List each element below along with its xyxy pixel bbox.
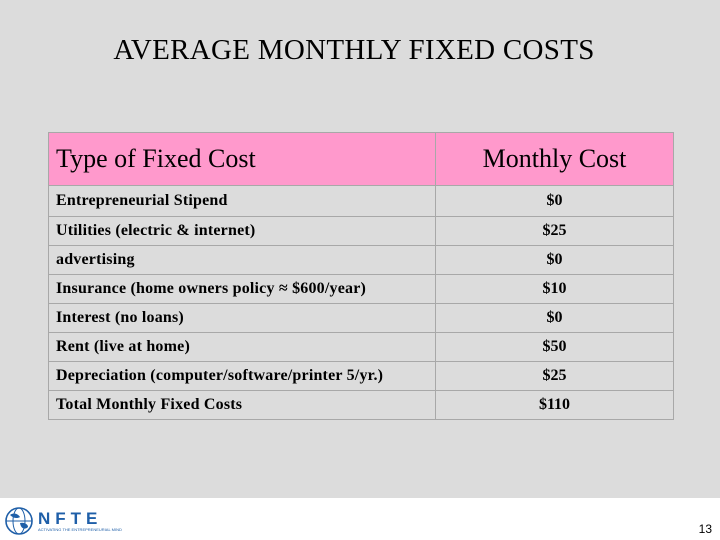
cost-type-cell: Utilities (electric & internet) [49,217,436,246]
table-row [49,275,674,304]
table-row [49,362,674,391]
nfte-logo [4,506,122,536]
monthly-cost-cell: $0 [436,304,674,333]
table-row [49,217,674,246]
table-row [49,304,674,333]
cost-type-cell: advertising [49,246,436,275]
table-total-row [49,391,674,420]
total-amount-cell: $110 [436,391,674,420]
logo-name: NFTE [38,508,103,528]
cost-type-cell: Depreciation (computer/software/printer 5/yr.) [49,362,436,391]
fixed-costs-table [48,132,674,420]
cost-type-cell: Entrepreneurial Stipend [49,186,436,217]
monthly-cost-cell: $25 [436,362,674,391]
table-row [49,246,674,275]
header-monthly-cost: Monthly Cost [436,133,674,186]
monthly-cost-cell: $0 [436,186,674,217]
table-row [49,333,674,362]
cost-type-cell: Interest (no loans) [49,304,436,333]
slide-title: AVERAGE MONTHLY FIXED COSTS [113,34,595,66]
cost-type-cell: Rent (live at home) [49,333,436,362]
total-label-cell: Total Monthly Fixed Costs [49,391,436,420]
globe-icon [4,506,34,536]
monthly-cost-cell: $10 [436,275,674,304]
logo-tagline: ACTIVATING THE ENTREPRENEURIAL MIND [38,526,122,532]
header-cost-type: Type of Fixed Cost [49,133,436,186]
monthly-cost-cell: $50 [436,333,674,362]
monthly-cost-cell: $0 [436,246,674,275]
table-header-row [49,133,674,186]
cost-type-cell: Insurance (home owners policy ≈ $600/year) [49,275,436,304]
page-number: 13 [698,522,712,536]
monthly-cost-cell: $25 [436,217,674,246]
table-row [49,186,674,217]
